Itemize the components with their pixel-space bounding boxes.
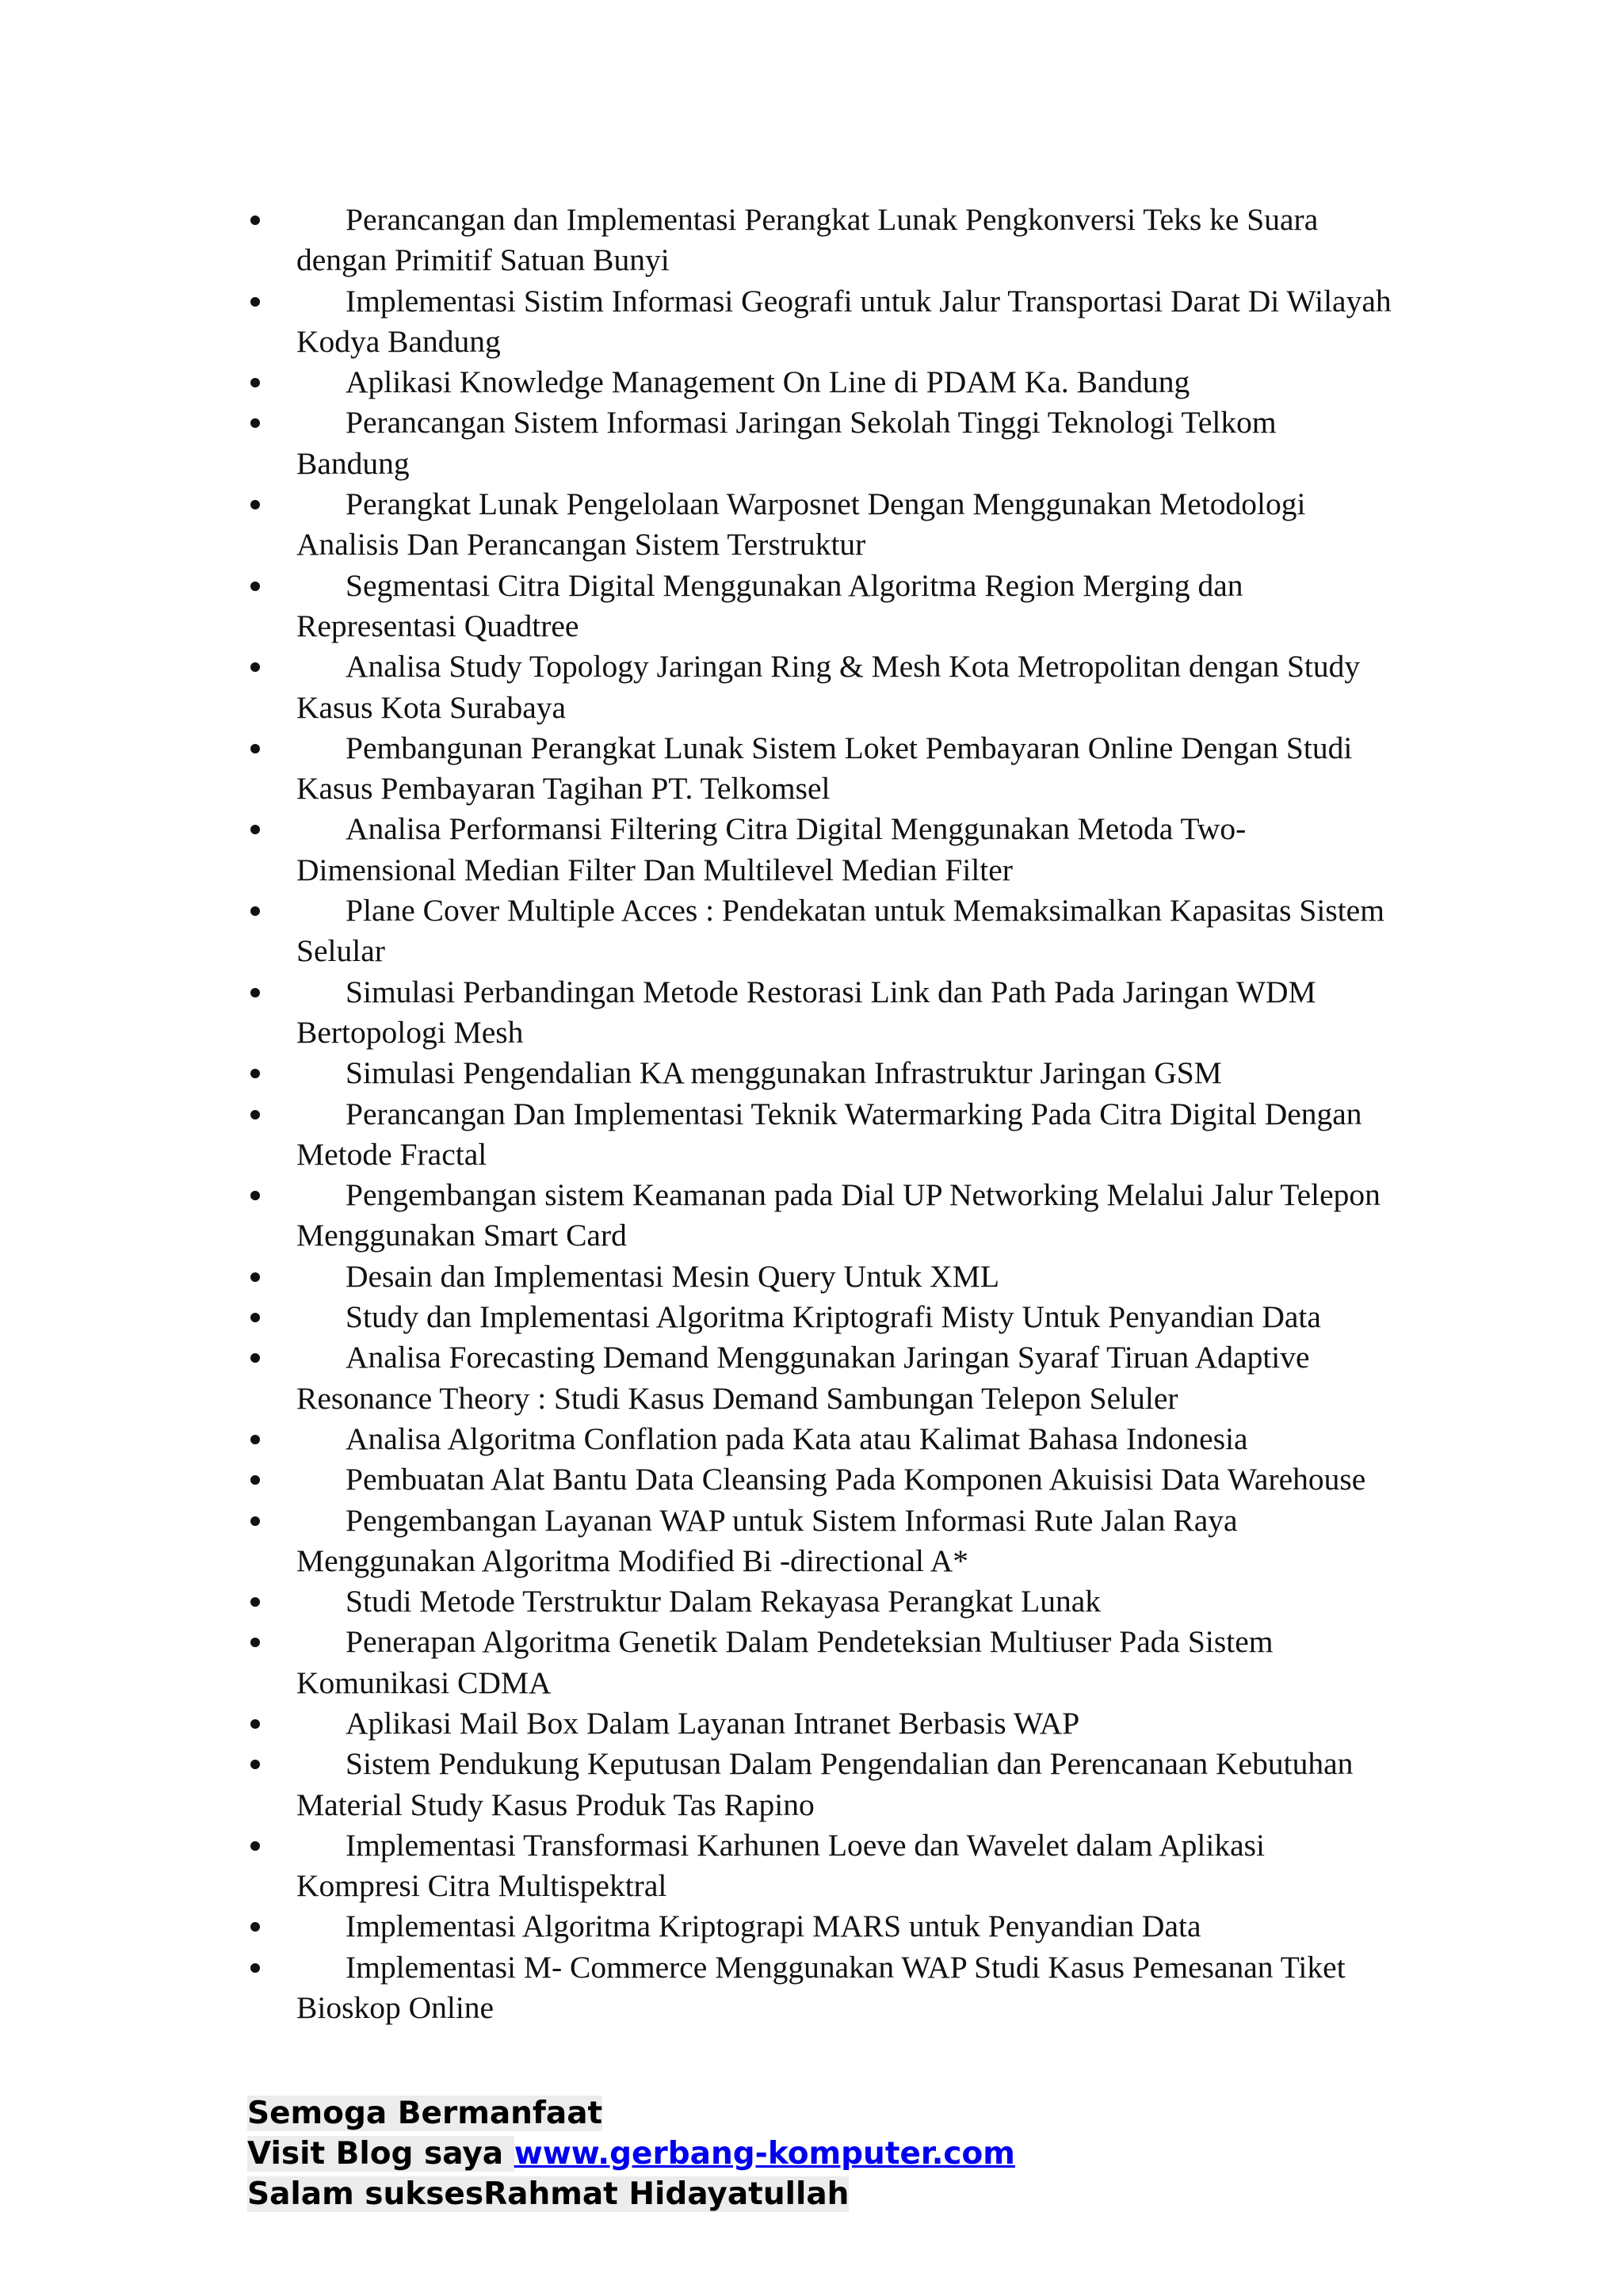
list-item-text: Perancangan Sistem Informasi Jaringan Sekolah Tinggi Teknologi Telkom Bandung xyxy=(296,405,1277,481)
bullet-icon xyxy=(250,1841,260,1851)
list-item xyxy=(238,1459,1395,1500)
bullet-icon xyxy=(250,988,260,997)
bullet-icon xyxy=(250,418,260,428)
list-item xyxy=(238,1053,1395,1093)
list-item xyxy=(238,646,1395,728)
bullet-icon xyxy=(250,1435,260,1444)
bullet-icon xyxy=(250,662,260,672)
list-item-text: Pembuatan Alat Bantu Data Cleansing Pada Komponen Akuisisi Data Warehouse xyxy=(346,1462,1366,1497)
list-item xyxy=(238,200,1395,281)
list-item xyxy=(238,1744,1395,1825)
list-item-text: Study dan Implementasi Algoritma Kriptografi Misty Untuk Penyandian Data xyxy=(346,1299,1321,1335)
bullet-icon xyxy=(250,1597,260,1607)
closing-line-1 xyxy=(247,2093,1015,2134)
list-item-text: Pengembangan sistem Keamanan pada Dial UP Networking Melalui Jalur Telepon Menggunakan Smart Card xyxy=(296,1177,1381,1253)
list-item-text: Implementasi Transformasi Karhunen Loeve dan Wavelet dalam Aplikasi Kompresi Citra Multispektral xyxy=(296,1827,1265,1904)
list-item xyxy=(238,972,1395,1054)
bullet-icon xyxy=(250,1475,260,1485)
list-item xyxy=(238,1501,1395,1582)
list-item xyxy=(238,1419,1395,1459)
list-item-text: Implementasi Algoritma Kriptograpi MARS untuk Penyandian Data xyxy=(346,1909,1201,1944)
bullet-icon xyxy=(250,1272,260,1282)
list-item xyxy=(238,891,1395,972)
list-item xyxy=(238,1581,1395,1622)
blog-link[interactable]: www.gerbang-komputer.com xyxy=(514,2136,1015,2172)
list-item xyxy=(238,1703,1395,1744)
list-item xyxy=(238,1257,1395,1297)
bullet-icon xyxy=(250,215,260,225)
closing-greeting: Semoga Bermanfaat xyxy=(247,2096,603,2131)
list-item-text: Analisa Forecasting Demand Menggunakan Jaringan Syaraf Tiruan Adaptive Resonance Theory : Studi Kasus Demand Sambungan Telepon Seluler xyxy=(296,1340,1310,1416)
list-item-text: Analisa Performansi Filtering Citra Digital Menggunakan Metoda Two-Dimensional Median Filter Dan Multilevel Median Filter xyxy=(296,811,1247,887)
list-item xyxy=(238,1906,1395,1947)
list-item-text: Desain dan Implementasi Mesin Query Untuk XML xyxy=(346,1258,999,1294)
bullet-icon xyxy=(250,1963,260,1973)
list-item xyxy=(238,402,1395,484)
bullet-icon xyxy=(250,1922,260,1932)
list-item-text: Implementasi Sistim Informasi Geografi untuk Jalur Transportasi Darat Di Wilayah Kodya Bandung xyxy=(296,283,1392,359)
thesis-title-list xyxy=(238,200,1395,2028)
closing-block xyxy=(247,2093,1015,2214)
list-item xyxy=(238,1337,1395,1419)
list-item-text: Sistem Pendukung Keputusan Dalam Pengendalian dan Perencanaan Kebutuhan Material Study Kasus Produk Tas Rapino xyxy=(296,1746,1354,1822)
bullet-icon xyxy=(250,582,260,591)
list-item-text: Implementasi M- Commerce Menggunakan WAP Studi Kasus Pemesanan Tiket Bioskop Online xyxy=(296,1949,1346,2026)
list-item xyxy=(238,728,1395,810)
list-item-text: Studi Metode Terstruktur Dalam Rekayasa Perangkat Lunak xyxy=(346,1584,1102,1619)
bullet-icon xyxy=(250,1313,260,1322)
bullet-icon xyxy=(250,825,260,834)
list-item-text: Perangkat Lunak Pengelolaan Warposnet Dengan Menggunakan Metodologi Analisis Dan Perancangan Sistem Terstruktur xyxy=(296,486,1306,563)
bullet-icon xyxy=(250,1638,260,1647)
list-item xyxy=(238,484,1395,566)
list-item xyxy=(238,566,1395,647)
list-item xyxy=(238,809,1395,891)
list-item-text: Perancangan dan Implementasi Perangkat Lunak Pengkonversi Teks ke Suara dengan Primitif Satuan Bunyi xyxy=(296,202,1319,278)
list-item xyxy=(238,362,1395,402)
list-item-text: Simulasi Perbandingan Metode Restorasi Link dan Path Pada Jaringan WDM Bertopologi Mesh xyxy=(296,974,1316,1050)
bullet-icon xyxy=(250,906,260,916)
list-item xyxy=(238,1094,1395,1176)
bullet-icon xyxy=(250,500,260,509)
bullet-icon xyxy=(250,1719,260,1729)
bullet-icon xyxy=(250,1110,260,1119)
closing-line-2 xyxy=(247,2134,1015,2174)
list-item xyxy=(238,1175,1395,1257)
list-item-text: Aplikasi Knowledge Management On Line di PDAM Ka. Bandung xyxy=(346,364,1190,400)
bullet-icon xyxy=(250,1516,260,1526)
list-item-text: Simulasi Pengendalian KA menggunakan Infrastruktur Jaringan GSM xyxy=(346,1055,1222,1091)
list-item xyxy=(238,1825,1395,1907)
list-item-text: Perancangan Dan Implementasi Teknik Watermarking Pada Citra Digital Dengan Metode Fractal xyxy=(296,1096,1362,1172)
bullet-icon xyxy=(250,1760,260,1769)
list-item xyxy=(238,1947,1395,2029)
bullet-icon xyxy=(250,378,260,387)
list-item-text: Pengembangan Layanan WAP untuk Sistem Informasi Rute Jalan Raya Menggunakan Algoritma Modified Bi -directional A* xyxy=(296,1502,1238,1578)
bullet-icon xyxy=(250,1069,260,1078)
list-item xyxy=(238,1622,1395,1703)
bullet-icon xyxy=(250,1353,260,1363)
bullet-icon xyxy=(250,297,260,307)
closing-line-3 xyxy=(247,2174,1015,2214)
closing-signature: Salam suksesRahmat Hidayatullah xyxy=(247,2176,850,2212)
list-item-text: Analisa Algoritma Conflation pada Kata atau Kalimat Bahasa Indonesia xyxy=(346,1421,1248,1456)
bullet-icon xyxy=(250,744,260,753)
bullet-icon xyxy=(250,1191,260,1200)
visit-blog-label: Visit Blog saya xyxy=(247,2136,514,2172)
list-item-text: Plane Cover Multiple Acces : Pendekatan untuk Memaksimalkan Kapasitas Sistem Selular xyxy=(296,893,1384,969)
list-item-text: Analisa Study Topology Jaringan Ring & Mesh Kota Metropolitan dengan Study Kasus Kota Surabaya xyxy=(296,649,1361,725)
list-item-text: Penerapan Algoritma Genetik Dalam Pendeteksian Multiuser Pada Sistem Komunikasi CDMA xyxy=(296,1624,1274,1700)
list-item-text: Aplikasi Mail Box Dalam Layanan Intranet Berbasis WAP xyxy=(346,1705,1080,1741)
list-item xyxy=(238,1297,1395,1337)
list-item-text: Pembangunan Perangkat Lunak Sistem Loket Pembayaran Online Dengan Studi Kasus Pembayaran Tagihan PT. Telkomsel xyxy=(296,730,1353,807)
list-item xyxy=(238,281,1395,363)
list-item-text: Segmentasi Citra Digital Menggunakan Algoritma Region Merging dan Representasi Quadtree xyxy=(296,567,1243,643)
